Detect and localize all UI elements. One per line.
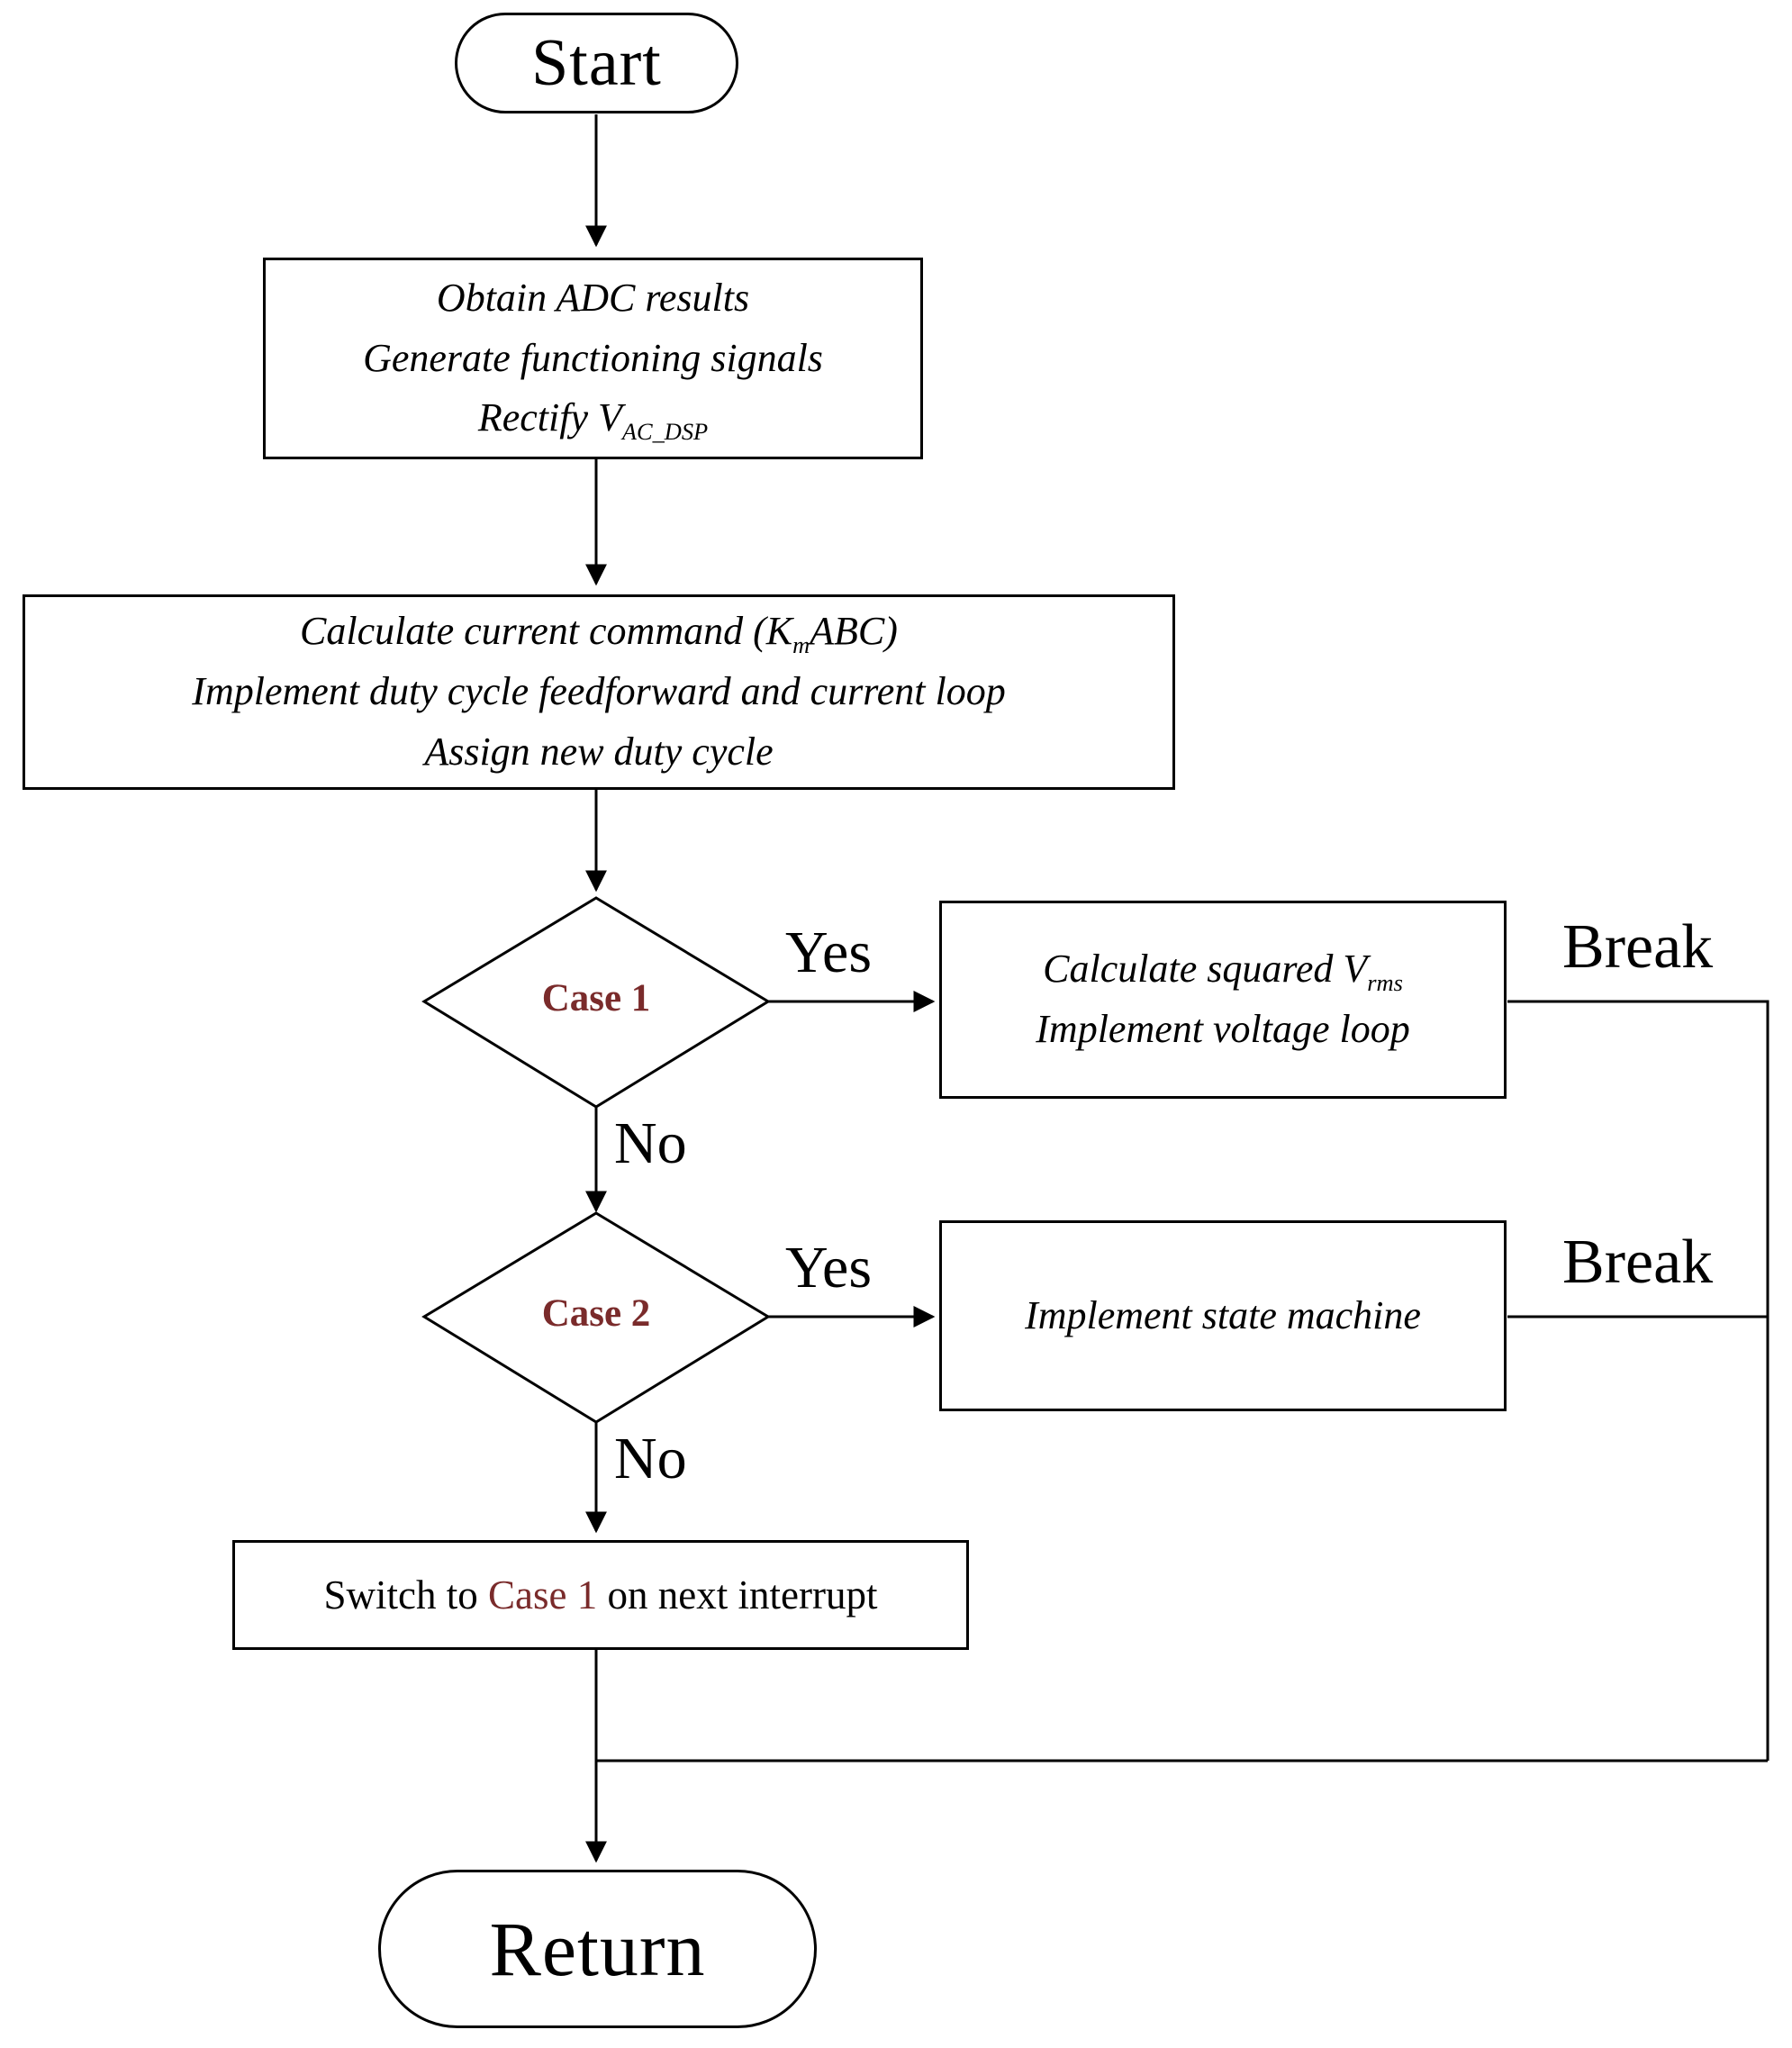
edge-label-yes2: Yes xyxy=(785,1235,873,1300)
edge-label-no1: No xyxy=(614,1110,687,1176)
voltage-line1: Calculate squared $V_{rms}$ xyxy=(1043,947,1403,996)
edge-label-break1: Break xyxy=(1562,912,1714,982)
start-label: Start xyxy=(531,25,662,100)
adc-line2: Generate functioning signals xyxy=(363,335,823,380)
edge-label-no2: No xyxy=(614,1426,687,1491)
return-label: Return xyxy=(489,1906,706,1992)
case2-label: Case 2 xyxy=(541,1292,651,1335)
process-state xyxy=(939,1220,1507,1411)
adc-line1: Obtain ADC results xyxy=(436,275,750,320)
start-terminator xyxy=(455,13,738,113)
switch-line: Switch to Case 1 on next interrupt xyxy=(323,1572,878,1618)
state-line1: Implement state machine xyxy=(1025,1292,1421,1337)
process-voltage xyxy=(939,901,1507,1099)
current-line3: Assign new duty cycle xyxy=(424,729,774,774)
connector-break1 xyxy=(1507,1001,1768,1761)
switch-case-ref: Case 1 xyxy=(488,1572,598,1618)
edge-label-break2: Break xyxy=(1562,1228,1714,1297)
adc-line3: Rectify $V_{AC\_DSP}$ xyxy=(477,395,709,446)
return-terminator xyxy=(378,1870,817,2028)
process-adc xyxy=(263,258,923,459)
voltage-line2: Implement voltage loop xyxy=(1036,1007,1410,1051)
current-line1: Calculate current command $(K_mABC)$ xyxy=(300,609,898,658)
case1-label: Case 1 xyxy=(541,977,651,1019)
process-current xyxy=(23,594,1175,790)
edge-label-yes1: Yes xyxy=(785,920,873,985)
current-line2: Implement duty cycle feedforward and current loop xyxy=(192,669,1006,714)
process-switch xyxy=(232,1540,969,1650)
